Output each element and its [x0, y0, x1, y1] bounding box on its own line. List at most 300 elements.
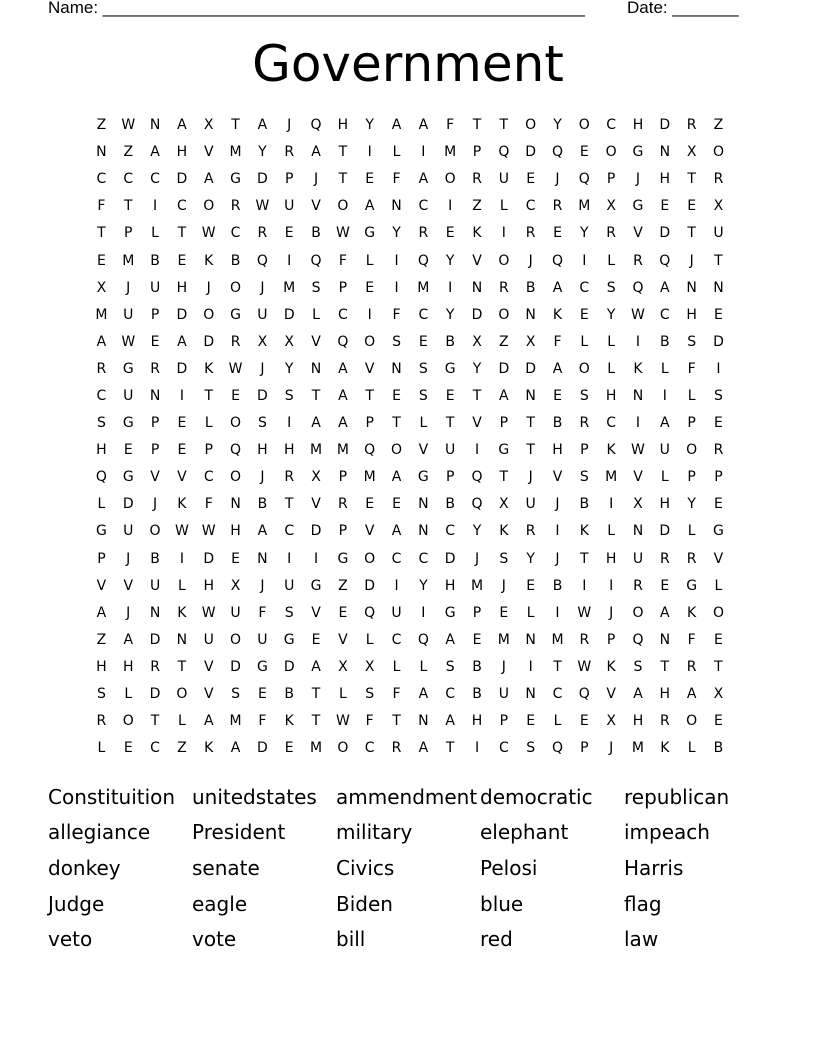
- grid-letter: U: [445, 442, 456, 459]
- grid-letter: E: [714, 631, 723, 648]
- grid-letter: V: [311, 496, 321, 513]
- grid-letter: D: [364, 577, 376, 594]
- grid-letter: X: [311, 469, 321, 486]
- grid-letter: O: [337, 198, 349, 215]
- grid-row: [88, 356, 732, 383]
- grid-letter: L: [392, 144, 401, 161]
- grid-letter: K: [204, 740, 214, 757]
- grid-letter: K: [606, 442, 616, 459]
- grid-letter: E: [150, 333, 160, 350]
- grid-row: [88, 383, 732, 410]
- grid-letter: R: [686, 117, 697, 134]
- grid-letter: H: [632, 117, 644, 134]
- grid-letter: I: [179, 550, 184, 567]
- grid-letter: G: [95, 523, 107, 540]
- grid-row: [88, 491, 732, 518]
- grid-letter: O: [578, 117, 590, 134]
- grid-letter: S: [284, 387, 294, 404]
- grid-letter: P: [150, 306, 160, 323]
- grid-letter: D: [203, 550, 215, 567]
- grid-letter: A: [311, 144, 321, 161]
- grid-letter: O: [686, 713, 698, 730]
- grid-letter: X: [203, 117, 214, 134]
- grid-letter: L: [607, 523, 616, 540]
- grid-letter: A: [418, 117, 429, 134]
- grid-letter: T: [714, 658, 723, 675]
- grid-letter: F: [365, 713, 374, 730]
- grid-letter: C: [203, 469, 214, 486]
- grid-letter: K: [499, 523, 509, 540]
- grid-letter: N: [149, 387, 161, 404]
- grid-letter: Q: [498, 144, 510, 161]
- grid-letter: E: [392, 387, 401, 404]
- grid-letter: S: [579, 387, 589, 404]
- grid-letter: J: [287, 117, 292, 134]
- grid-letter: E: [365, 279, 375, 296]
- grid-letter: E: [365, 496, 375, 513]
- word-bank-item: ammendment: [336, 784, 478, 809]
- grid-letter: L: [553, 713, 562, 730]
- grid-letter: Y: [526, 550, 535, 567]
- grid-letter: U: [659, 442, 670, 459]
- grid-letter: I: [635, 333, 641, 350]
- grid-letter: G: [632, 144, 644, 161]
- grid-letter: G: [230, 171, 241, 188]
- grid-letter: O: [712, 144, 724, 161]
- grid-letter: A: [177, 333, 187, 350]
- grid-letter: R: [525, 225, 536, 242]
- grid-letter: W: [577, 658, 592, 675]
- grid-letter: K: [177, 604, 187, 621]
- grid-letter: Q: [471, 469, 483, 486]
- grid-letter: I: [287, 550, 292, 567]
- grid-letter: E: [499, 604, 509, 621]
- grid-letter: Q: [551, 144, 563, 161]
- grid-letter: V: [177, 469, 187, 486]
- grid-letter: A: [686, 686, 697, 703]
- grid-letter: U: [632, 550, 644, 567]
- grid-letter: T: [526, 415, 535, 432]
- grid-letter: T: [499, 469, 509, 486]
- grid-letter: Q: [310, 117, 322, 134]
- grid-letter: T: [311, 713, 321, 730]
- grid-letter: D: [230, 658, 241, 675]
- grid-letter: E: [231, 550, 240, 567]
- grid-letter: E: [365, 171, 375, 188]
- grid-letter: G: [498, 442, 510, 459]
- grid-letter: M: [309, 442, 323, 459]
- grid-letter: P: [365, 415, 374, 432]
- grid-letter: B: [472, 658, 482, 675]
- page-title: Government: [252, 35, 564, 93]
- grid-letter: F: [553, 333, 562, 350]
- word-bank-row: [48, 850, 768, 886]
- grid-letter: I: [394, 252, 399, 269]
- grid-letter: E: [714, 713, 723, 730]
- grid-letter: G: [122, 360, 134, 377]
- grid-letter: L: [151, 225, 159, 242]
- word-bank-item: eagle: [192, 891, 248, 916]
- grid-letter: F: [687, 360, 696, 377]
- grid-letter: N: [310, 360, 322, 377]
- word-bank-row: [48, 886, 768, 922]
- word-bank-item: unitedstates: [192, 784, 317, 809]
- grid-letter: T: [338, 144, 348, 161]
- grid-letter: C: [606, 117, 617, 134]
- grid-letter: W: [228, 360, 243, 377]
- word-bank-item: blue: [480, 891, 524, 916]
- grid-letter: N: [525, 686, 536, 703]
- grid-letter: X: [686, 144, 697, 161]
- grid-letter: C: [391, 631, 402, 648]
- grid-row: [88, 329, 732, 356]
- grid-letter: J: [501, 658, 506, 675]
- grid-letter: P: [499, 415, 509, 432]
- grid-letter: O: [203, 198, 215, 215]
- grid-letter: S: [499, 550, 509, 567]
- grid-letter: Q: [578, 171, 590, 188]
- grid-letter: T: [231, 117, 240, 134]
- grid-letter: R: [96, 713, 107, 730]
- grid-letter: E: [472, 631, 482, 648]
- grid-letter: C: [150, 171, 160, 188]
- grid-letter: C: [498, 740, 509, 757]
- grid-letter: O: [444, 171, 456, 188]
- grid-letter: T: [580, 550, 589, 567]
- grid-letter: U: [284, 577, 295, 594]
- grid-letter: V: [203, 144, 214, 161]
- grid-letter: E: [445, 225, 455, 242]
- grid-letter: O: [525, 117, 537, 134]
- grid-letter: A: [123, 631, 134, 648]
- grid-letter: S: [714, 387, 723, 404]
- grid-letter: E: [392, 496, 401, 513]
- grid-letter: T: [284, 496, 294, 513]
- grid-letter: W: [577, 604, 592, 621]
- grid-letter: E: [579, 144, 589, 161]
- grid-letter: I: [582, 252, 587, 269]
- grid-letter: P: [150, 415, 160, 432]
- grid-letter: N: [257, 550, 268, 567]
- grid-letter: U: [257, 306, 268, 323]
- grid-letter: Z: [123, 144, 134, 161]
- grid-letter: A: [552, 279, 563, 296]
- grid-letter: W: [631, 442, 645, 459]
- grid-letter: O: [203, 306, 215, 323]
- grid-letter: N: [525, 306, 536, 323]
- grid-letter: V: [338, 631, 348, 648]
- grid-letter: K: [284, 713, 294, 730]
- grid-letter: R: [713, 171, 724, 188]
- grid-letter: V: [150, 469, 160, 486]
- grid-letter: T: [714, 252, 723, 269]
- grid-letter: E: [284, 740, 294, 757]
- grid-letter: P: [606, 631, 616, 648]
- grid-letter: M: [229, 144, 242, 161]
- word-bank: [48, 779, 768, 957]
- grid-letter: E: [445, 387, 455, 404]
- grid-letter: T: [177, 225, 187, 242]
- grid-letter: P: [687, 469, 696, 486]
- grid-letter: G: [256, 658, 268, 675]
- grid-letter: B: [445, 496, 455, 513]
- grid-letter: D: [659, 117, 671, 134]
- grid-letter: K: [660, 740, 670, 757]
- grid-letter: M: [283, 279, 296, 296]
- grid-letter: A: [230, 740, 241, 757]
- grid-letter: W: [121, 333, 136, 350]
- grid-letter: S: [526, 740, 536, 757]
- grid-letter: I: [582, 577, 587, 594]
- grid-letter: R: [659, 550, 670, 567]
- grid-letter: N: [471, 279, 483, 296]
- grid-letter: E: [284, 225, 294, 242]
- grid-letter: B: [579, 496, 590, 513]
- grid-letter: L: [365, 252, 374, 269]
- grid-letter: N: [418, 496, 429, 513]
- grid-letter: Z: [499, 333, 509, 350]
- grid-letter: E: [338, 604, 348, 621]
- grid-letter: H: [471, 713, 483, 730]
- grid-letter: C: [525, 198, 536, 215]
- grid-letter: B: [660, 333, 670, 350]
- grid-letter: F: [338, 252, 347, 269]
- grid-letter: X: [633, 496, 643, 513]
- word-bank-item: veto: [48, 927, 93, 952]
- grid-letter: O: [578, 360, 590, 377]
- grid-letter: X: [606, 198, 616, 215]
- grid-letter: D: [525, 144, 537, 161]
- grid-letter: G: [444, 360, 456, 377]
- grid-letter: L: [687, 740, 696, 757]
- grid-letter: T: [687, 171, 696, 188]
- grid-letter: S: [445, 658, 455, 675]
- grid-letter: D: [122, 496, 134, 513]
- grid-letter: V: [123, 577, 134, 594]
- grid-letter: K: [204, 360, 214, 377]
- grid-row: [88, 518, 732, 545]
- grid-letter: W: [335, 713, 350, 730]
- grid-letter: P: [714, 469, 723, 486]
- grid-letter: I: [153, 198, 158, 215]
- grid-letter: A: [633, 686, 643, 703]
- grid-letter: Z: [96, 117, 107, 134]
- grid-letter: R: [552, 198, 563, 215]
- grid-letter: A: [445, 713, 455, 730]
- name-field-label: Name: ___________________________________________________: [48, 0, 585, 17]
- grid-letter: S: [633, 658, 643, 675]
- grid-letter: S: [606, 279, 616, 296]
- grid-letter: T: [472, 117, 482, 134]
- grid-letter: Q: [230, 442, 242, 459]
- grid-letter: A: [338, 415, 348, 432]
- grid-letter: I: [367, 144, 372, 161]
- grid-letter: B: [230, 252, 241, 269]
- grid-row: [88, 166, 732, 193]
- grid-letter: B: [713, 740, 724, 757]
- grid-letter: F: [392, 686, 401, 703]
- grid-letter: K: [579, 523, 589, 540]
- grid-letter: D: [203, 333, 215, 350]
- grid-letter: V: [203, 686, 214, 703]
- grid-letter: L: [607, 252, 616, 269]
- grid-letter: J: [555, 171, 560, 188]
- grid-letter: T: [150, 713, 160, 730]
- grid-letter: D: [256, 171, 268, 188]
- grid-letter: A: [338, 387, 348, 404]
- grid-letter: A: [391, 523, 402, 540]
- grid-letter: F: [392, 306, 401, 323]
- grid-letter: Z: [96, 631, 107, 648]
- grid-letter: F: [97, 198, 106, 215]
- word-bank-row: [48, 779, 768, 815]
- grid-letter: Q: [364, 442, 376, 459]
- grid-row: [88, 139, 732, 166]
- grid-letter: J: [474, 550, 480, 567]
- grid-letter: V: [472, 415, 482, 432]
- grid-letter: N: [525, 387, 536, 404]
- grid-letter: I: [287, 252, 292, 269]
- grid-letter: M: [444, 144, 457, 161]
- grid-letter: T: [472, 387, 482, 404]
- word-bank-item: flag: [624, 891, 662, 916]
- grid-letter: I: [394, 577, 399, 594]
- grid-letter: N: [659, 631, 671, 648]
- grid-letter: D: [283, 306, 295, 323]
- grid-letter: A: [177, 117, 187, 134]
- grid-letter: L: [660, 469, 669, 486]
- grid-letter: O: [364, 333, 376, 350]
- grid-letter: J: [689, 252, 694, 269]
- grid-letter: E: [123, 740, 133, 757]
- word-bank-item: vote: [192, 927, 237, 952]
- grid-letter: L: [124, 686, 133, 703]
- grid-letter: J: [260, 469, 265, 486]
- grid-letter: J: [528, 252, 533, 269]
- grid-letter: C: [418, 198, 429, 215]
- grid-letter: Q: [471, 496, 483, 513]
- grid-letter: M: [309, 740, 323, 757]
- grid-letter: T: [445, 740, 455, 757]
- grid-letter: K: [472, 225, 482, 242]
- grid-letter: F: [258, 604, 267, 621]
- word-bank-row: [48, 921, 768, 957]
- grid-letter: Q: [256, 252, 268, 269]
- grid-letter: A: [499, 387, 509, 404]
- grid-letter: Z: [713, 117, 724, 134]
- grid-letter: Q: [551, 740, 563, 757]
- grid-letter: R: [230, 333, 241, 350]
- grid-letter: N: [391, 198, 402, 215]
- grid-letter: U: [284, 198, 295, 215]
- word-bank-item: democratic: [480, 784, 593, 809]
- grid-letter: O: [632, 604, 644, 621]
- grid-letter: U: [391, 604, 402, 621]
- grid-letter: V: [364, 360, 375, 377]
- grid-letter: V: [96, 577, 107, 594]
- grid-letter: A: [418, 171, 429, 188]
- grid-letter: W: [631, 306, 645, 323]
- grid-letter: S: [392, 333, 401, 350]
- grid-letter: I: [179, 387, 184, 404]
- grid-letter: S: [687, 333, 697, 350]
- grid-letter: R: [150, 360, 160, 377]
- grid-letter: V: [633, 469, 643, 486]
- grid-letter: R: [633, 252, 643, 269]
- grid-letter: S: [96, 686, 106, 703]
- grid-row: [88, 410, 732, 437]
- grid-letter: R: [150, 658, 160, 675]
- word-bank-item: donkey: [48, 855, 121, 880]
- grid-letter: Y: [687, 496, 696, 513]
- grid-letter: J: [609, 740, 614, 757]
- grid-letter: I: [421, 144, 426, 161]
- grid-letter: I: [313, 550, 319, 567]
- grid-letter: M: [95, 306, 108, 323]
- grid-letter: A: [391, 117, 402, 134]
- grid-letter: U: [713, 225, 724, 242]
- grid-letter: D: [176, 360, 188, 377]
- grid-letter: Q: [95, 469, 107, 486]
- grid-letter: I: [287, 415, 292, 432]
- grid-letter: X: [257, 333, 268, 350]
- grid-letter: D: [256, 387, 268, 404]
- grid-letter: O: [122, 713, 134, 730]
- grid-letter: T: [553, 658, 562, 675]
- grid-letter: J: [126, 550, 131, 567]
- grid-letter: N: [632, 387, 644, 404]
- grid-letter: A: [203, 713, 214, 730]
- grid-letter: E: [579, 713, 589, 730]
- grid-letter: J: [153, 496, 158, 513]
- grid-letter: L: [97, 496, 106, 513]
- grid-letter: H: [686, 306, 697, 323]
- grid-letter: Q: [417, 631, 429, 648]
- grid-letter: T: [687, 225, 696, 242]
- grid-letter: C: [391, 550, 402, 567]
- grid-row: [88, 220, 732, 247]
- grid-letter: A: [311, 658, 321, 675]
- grid-letter: U: [257, 631, 268, 648]
- grid-letter: H: [659, 686, 671, 703]
- grid-letter: H: [230, 523, 241, 540]
- grid-letter: N: [96, 144, 107, 161]
- grid-letter: O: [391, 442, 403, 459]
- grid-letter: X: [338, 658, 348, 675]
- grid-letter: K: [606, 658, 616, 675]
- grid-letter: Y: [419, 577, 428, 594]
- grid-letter: D: [471, 306, 483, 323]
- grid-letter: S: [418, 387, 428, 404]
- grid-letter: H: [632, 713, 644, 730]
- grid-letter: B: [525, 279, 536, 296]
- grid-letter: E: [177, 252, 187, 269]
- grid-letter: P: [124, 225, 133, 242]
- grid-letter: N: [713, 279, 724, 296]
- grid-row: [88, 654, 732, 681]
- grid-letter: R: [579, 415, 590, 432]
- grid-letter: A: [257, 523, 268, 540]
- grid-letter: S: [257, 415, 267, 432]
- grid-letter: J: [126, 604, 131, 621]
- grid-letter: J: [501, 577, 506, 594]
- grid-letter: W: [121, 117, 136, 134]
- grid-letter: K: [177, 496, 187, 513]
- grid-letter: C: [150, 740, 160, 757]
- grid-letter: C: [606, 415, 617, 432]
- grid-letter: T: [526, 442, 535, 459]
- grid-letter: H: [552, 442, 563, 459]
